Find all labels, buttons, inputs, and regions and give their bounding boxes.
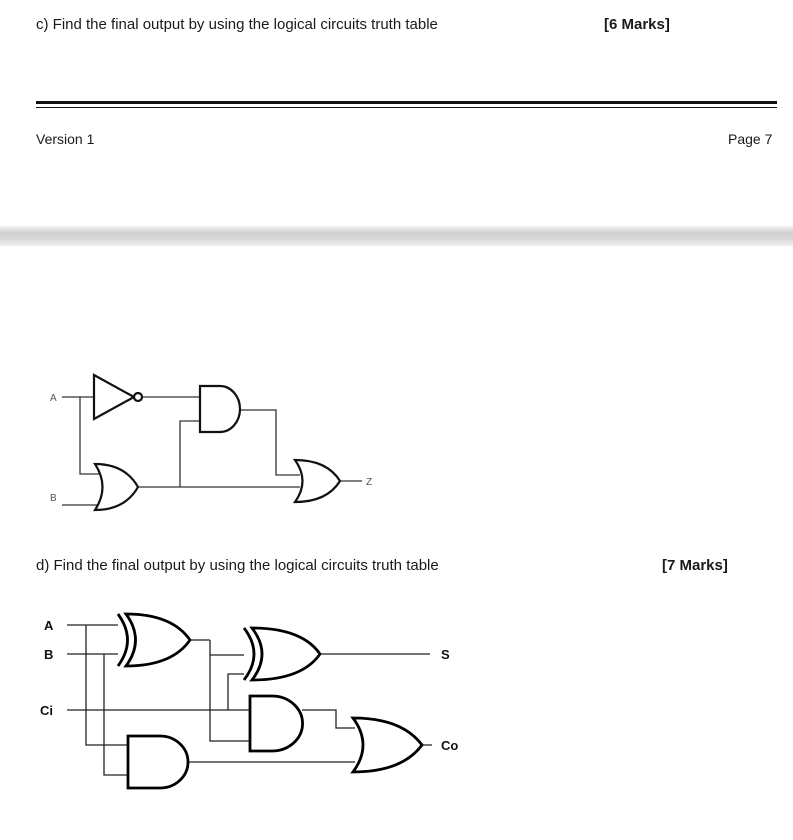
- or-gate-icon: [95, 464, 138, 510]
- xor-gate-sum-back-arc-icon: [244, 628, 254, 680]
- or-gate-output-icon: [295, 460, 340, 502]
- question-c-text: c) Find the final output by using the logical circuits truth table: [36, 16, 438, 33]
- and-gate-icon: [200, 386, 240, 432]
- xor-gate-icon: [126, 614, 190, 666]
- question-d-marks: [7 Marks]: [662, 557, 728, 574]
- question-d-text: d) Find the final output by using the logical circuits truth table: [36, 557, 439, 574]
- xor-gate-back-arc-icon: [118, 614, 128, 666]
- circuit-1-input-b: B: [50, 493, 57, 504]
- circuit-2-input-ci: Ci: [40, 703, 53, 718]
- circuit-2-output-s: S: [441, 647, 450, 662]
- circuit-1-output-z: Z: [366, 477, 373, 488]
- circuit-2-input-b: B: [44, 647, 54, 662]
- and-gate-carry-icon: [250, 696, 303, 751]
- not-bubble-icon: [134, 393, 142, 401]
- xor-gate-sum-icon: [252, 628, 320, 680]
- circuit-1: [50, 375, 372, 510]
- circuit-2-input-a: A: [44, 618, 54, 633]
- question-c-marks: [6 Marks]: [604, 16, 670, 33]
- circuit-2: [40, 614, 458, 788]
- circuit-2-output-co: Co: [441, 738, 459, 753]
- or-gate-carry-icon: [353, 718, 422, 772]
- and-gate-ab-icon: [128, 736, 188, 788]
- footer-version: Version 1: [36, 131, 95, 147]
- footer-page-number: Page 7: [728, 131, 773, 147]
- circuit-1-input-a: A: [50, 393, 57, 404]
- not-gate-icon: [94, 375, 134, 419]
